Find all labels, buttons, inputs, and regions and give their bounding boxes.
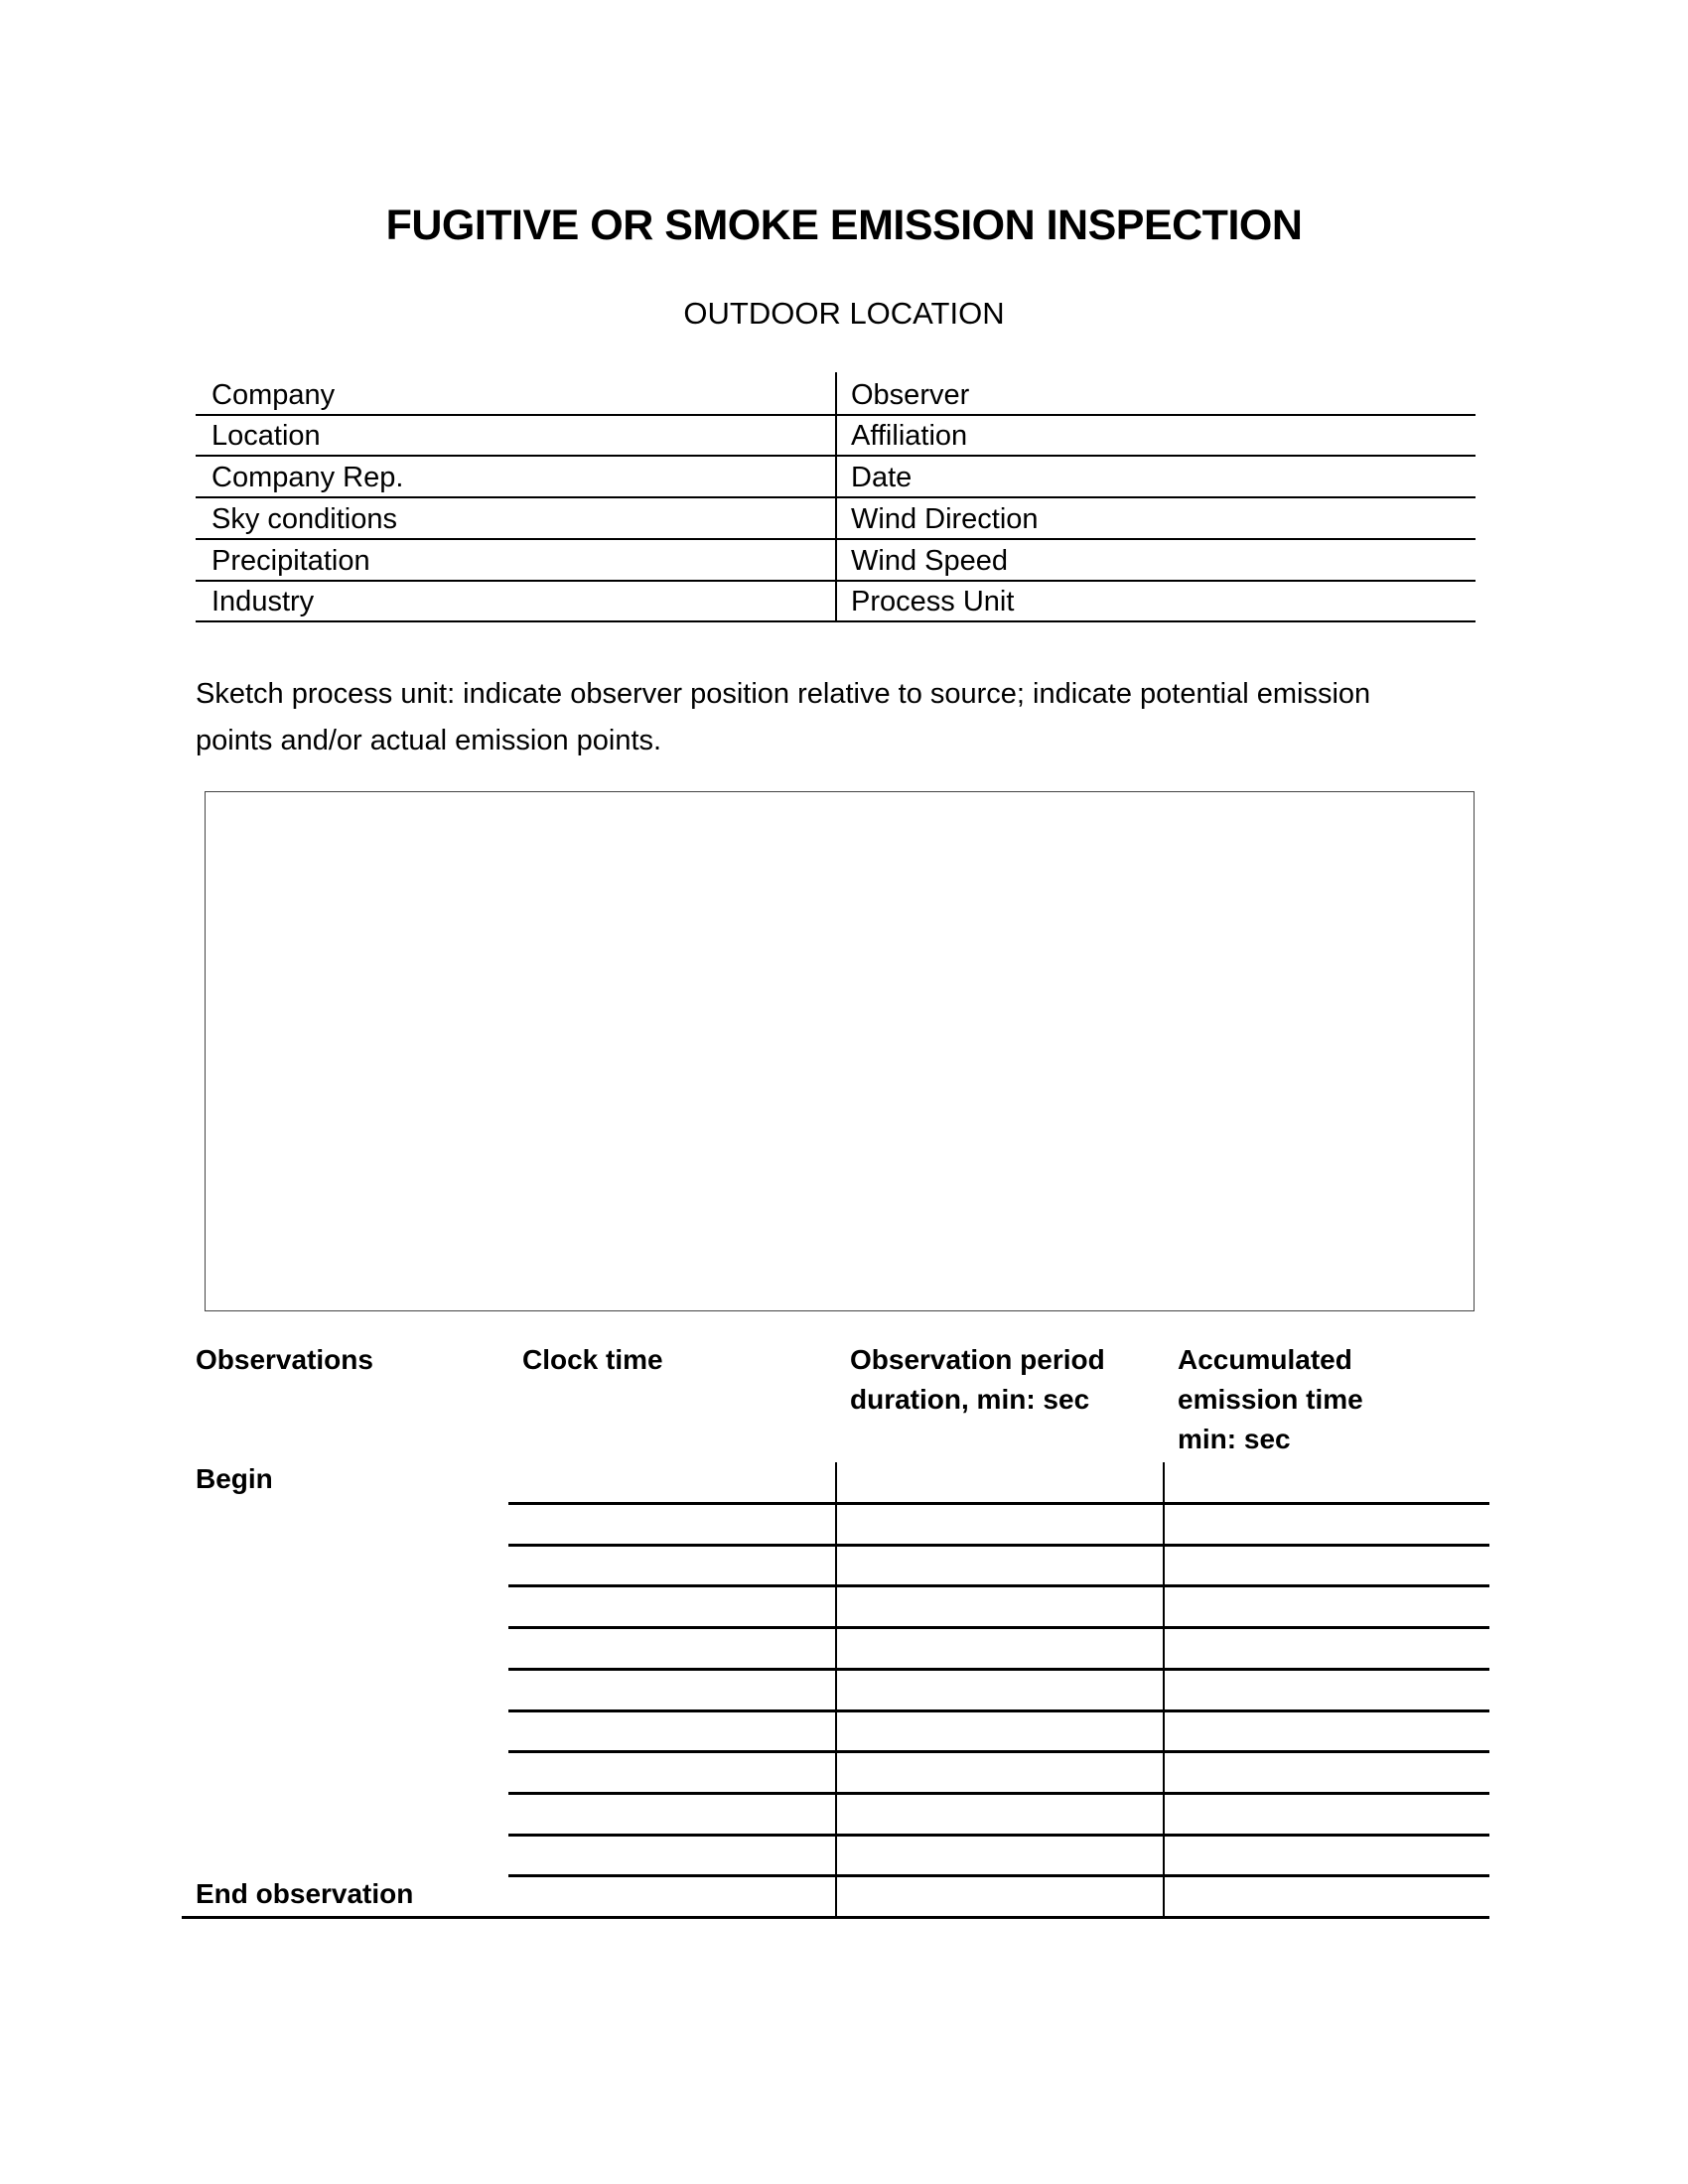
field-input-sky-conditions[interactable]	[440, 504, 825, 534]
field-input-company[interactable]	[440, 380, 825, 410]
clock-time-cell[interactable]	[512, 1798, 831, 1830]
period-duration-cell[interactable]	[839, 1590, 1159, 1622]
header-period-line1: Observation period	[850, 1344, 1105, 1375]
accumulated-time-cell[interactable]	[1167, 1674, 1485, 1706]
header-accumulated-emission	[1178, 1340, 1363, 1459]
period-duration-cell[interactable]	[839, 1714, 1159, 1746]
grid-row-line	[508, 1792, 1489, 1795]
clock-time-cell[interactable]	[512, 1714, 831, 1746]
period-duration-cell[interactable]	[839, 1549, 1159, 1580]
field-label-wind-direction: Wind Direction	[851, 502, 1039, 535]
field-label-company-rep: Company Rep.	[211, 462, 404, 494]
grid-column-divider	[1163, 1462, 1165, 1918]
accumulated-time-cell[interactable]	[1167, 1508, 1485, 1540]
clock-time-cell[interactable]	[512, 1508, 831, 1540]
accumulated-time-cell[interactable]	[1167, 1798, 1485, 1830]
clock-time-cell[interactable]	[512, 1466, 831, 1498]
accumulated-time-cell[interactable]	[1167, 1880, 1485, 1912]
accumulated-time-cell[interactable]	[1167, 1466, 1485, 1498]
clock-time-cell[interactable]	[512, 1756, 831, 1788]
header-accum-line1: Accumulated	[1178, 1344, 1352, 1375]
grid-row-line	[508, 1668, 1489, 1671]
field-label-affiliation: Affiliation	[851, 420, 968, 453]
field-label-date: Date	[851, 462, 913, 494]
grid-row-line	[508, 1544, 1489, 1547]
grid-row-line	[508, 1502, 1489, 1505]
field-label-precipitation: Precipitation	[211, 544, 370, 577]
accumulated-time-cell[interactable]	[1167, 1714, 1485, 1746]
accumulated-time-cell[interactable]	[1167, 1590, 1485, 1622]
page-subtitle: OUTDOOR LOCATION	[683, 296, 1005, 331]
field-input-company-rep[interactable]	[440, 463, 825, 492]
info-row-line	[196, 455, 1476, 457]
field-label-company: Company	[211, 378, 336, 411]
header-observation-period	[850, 1340, 1105, 1420]
accumulated-time-cell[interactable]	[1167, 1632, 1485, 1664]
field-label-industry: Industry	[211, 586, 315, 618]
info-row-line	[196, 580, 1476, 582]
grid-row-line	[182, 1916, 1489, 1919]
field-input-observer[interactable]	[1079, 380, 1466, 410]
period-duration-cell[interactable]	[839, 1880, 1159, 1912]
info-row-line	[196, 414, 1476, 416]
accumulated-time-cell[interactable]	[1167, 1549, 1485, 1580]
field-label-location: Location	[211, 420, 321, 453]
clock-time-cell[interactable]	[512, 1632, 831, 1664]
field-input-industry[interactable]	[440, 587, 825, 616]
field-input-precipitation[interactable]	[440, 546, 825, 576]
header-accum-line2: emission time	[1178, 1384, 1363, 1415]
field-label-sky-conditions: Sky conditions	[211, 502, 397, 535]
period-duration-cell[interactable]	[839, 1466, 1159, 1498]
grid-row-line	[508, 1874, 1489, 1877]
grid-column-divider	[835, 1462, 837, 1918]
field-input-wind-speed[interactable]	[1079, 546, 1466, 576]
field-label-observer: Observer	[851, 378, 970, 411]
field-label-process-unit: Process Unit	[851, 586, 1015, 618]
field-input-location[interactable]	[440, 421, 825, 451]
accumulated-time-cell[interactable]	[1167, 1839, 1485, 1870]
period-duration-cell[interactable]	[839, 1508, 1159, 1540]
grid-row-line	[508, 1834, 1489, 1837]
period-duration-cell[interactable]	[839, 1632, 1159, 1664]
header-clock-time: Clock time	[522, 1344, 663, 1375]
clock-time-cell[interactable]	[512, 1880, 831, 1912]
period-duration-cell[interactable]	[839, 1839, 1159, 1870]
grid-row-line	[508, 1709, 1489, 1712]
end-observation-label: End observation	[196, 1878, 414, 1909]
begin-label: Begin	[196, 1463, 273, 1494]
info-row-line	[196, 538, 1476, 540]
clock-time-cell[interactable]	[512, 1674, 831, 1706]
header-period-line2: duration, min: sec	[850, 1384, 1090, 1415]
field-input-wind-direction[interactable]	[1079, 504, 1466, 534]
period-duration-cell[interactable]	[839, 1674, 1159, 1706]
field-input-date[interactable]	[1079, 463, 1466, 492]
info-row-line	[196, 496, 1476, 498]
period-duration-cell[interactable]	[839, 1798, 1159, 1830]
sketch-instruction-line2: points and/or actual emission points.	[196, 725, 662, 756]
sketch-instruction-line1: Sketch process unit: indicate observer position relative to source; indicate potential emission	[196, 678, 1371, 710]
page-title: FUGITIVE OR SMOKE EMISSION INSPECTION	[385, 202, 1303, 249]
info-row-line	[196, 620, 1476, 622]
period-duration-cell[interactable]	[839, 1756, 1159, 1788]
grid-row-line	[508, 1584, 1489, 1587]
grid-row-line	[508, 1626, 1489, 1629]
sketch-area[interactable]	[205, 791, 1475, 1311]
grid-row-line	[508, 1750, 1489, 1753]
clock-time-cell[interactable]	[512, 1839, 831, 1870]
field-label-wind-speed: Wind Speed	[851, 544, 1008, 577]
field-input-process-unit[interactable]	[1079, 587, 1466, 616]
clock-time-cell[interactable]	[512, 1590, 831, 1622]
header-accum-line3: min: sec	[1178, 1424, 1291, 1454]
accumulated-time-cell[interactable]	[1167, 1756, 1485, 1788]
clock-time-cell[interactable]	[512, 1549, 831, 1580]
header-observations: Observations	[196, 1344, 373, 1375]
field-input-affiliation[interactable]	[1079, 421, 1466, 451]
